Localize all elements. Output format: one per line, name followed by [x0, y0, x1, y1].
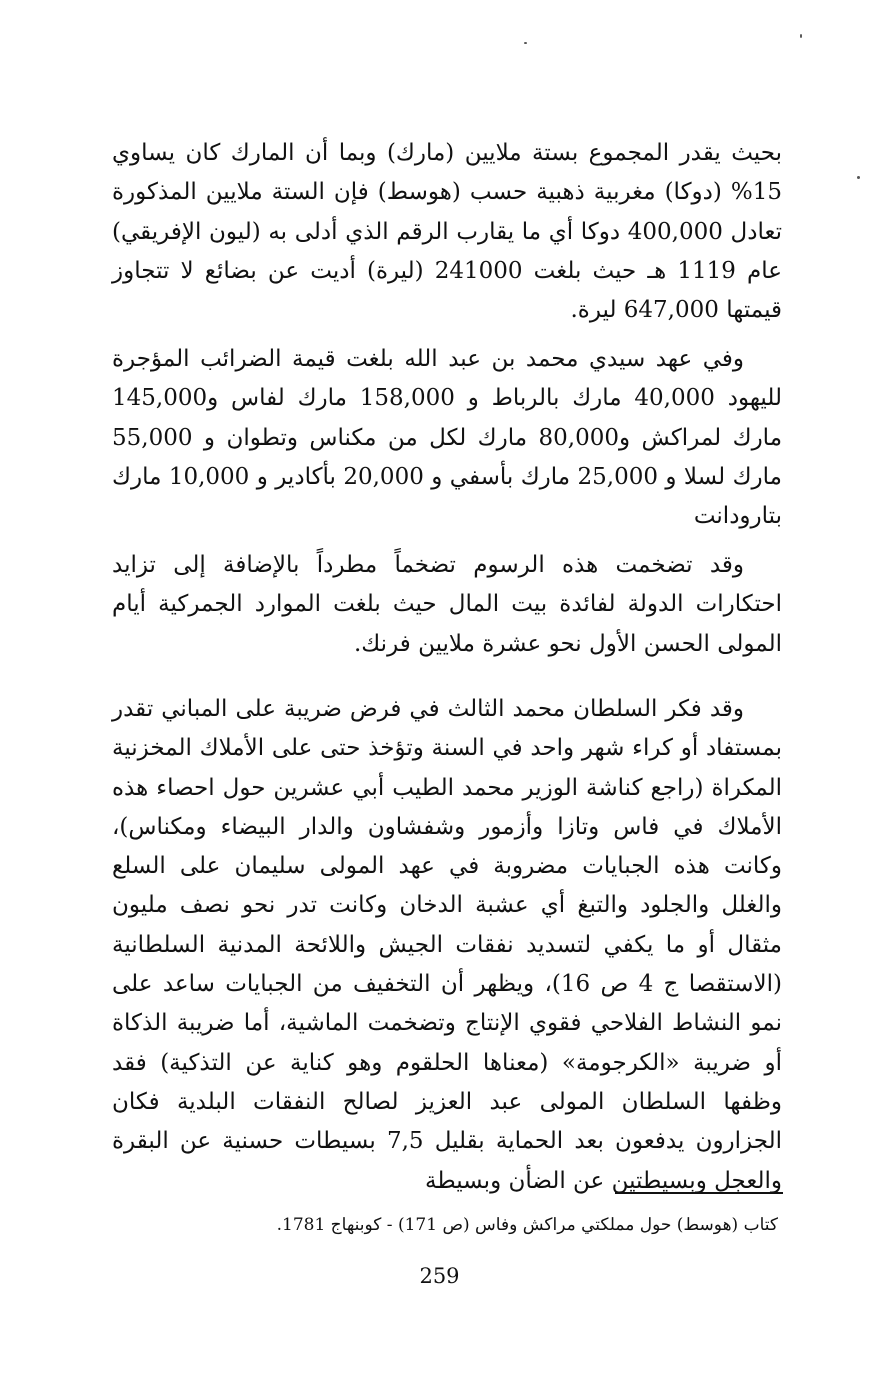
footnote-divider	[615, 1192, 783, 1194]
paragraph-1	[112, 134, 782, 330]
scan-speck	[524, 42, 527, 44]
paragraph-2	[112, 340, 782, 536]
paragraph-text: وفي عهد سيدي محمد بن عبد الله بلغت قيمة الضرائب المؤجرة لليهود 40,000 مارك بالرباط و 158,000 مارك لفاس و145,000 مارك لمراكش و80,000 مارك لكل من مكناس وتطوان و 55,000 مارك لسلا و 25,000 مارك بأسفي و 20,000 بأكادير و 10,000 مارك بتارودانت	[112, 346, 783, 530]
footnote: كتاب (هوسط) حول مملكتي مراكش وفاس (ص 171) - كوبنهاج 1781.	[276, 1215, 778, 1235]
page-number: 259	[419, 1264, 460, 1288]
paragraph-4	[112, 690, 782, 1201]
paragraph-text: وقد تضخمت هذه الرسوم تضخماً مطرداً بالإضافة إلى تزايد احتكارات الدولة لفائدة بيت المال حيث بلغت الموارد الجمركية أيام المولى الحسن الأول نحو عشرة ملايين فرنك.	[112, 552, 782, 657]
paragraph-text: بحيث يقدر المجموع بستة ملايين (مارك) وبما أن المارك كان يساوي 15% (دوكا) مغربية ذهبية حسب (هوسط) فإن الستة ملايين المذكورة تعادل 400,000 دوكا أي ما يقارب الرقم الذي أدلى به (ليون الإفريقي) عام 1119 هـ حيث بلغت 241000 (ليرة) أديت عن بضائع لا تتجاوز قيمتها 647,000 ليرة.	[112, 140, 782, 324]
paragraph-text: وقد فكر السلطان محمد الثالث في فرض ضريبة على المباني تقدر بمستفاد أو كراء شهر واحد في السنة وتؤخذ حتى على الأملاك المخزنية المكراة (راجع كناشة الوزير محمد الطيب أبي عشرين حول احصاء هذه الأملاك في فاس وتازا وأزمور وشفشاون والدار البيضاء ومكناس)، وكانت هذه الجبايات مضروبة في عهد المولى سليمان على السلع والغلل والجلود والتبغ أي عشبة الدخان وكانت تدر نحو نصف مليون مثقال أو ما يكفي لتسديد نفقات الجيش واللائحة المدنية السلطانية (الاستقصا ج 4 ص 16)، ويظهر أن التخفيف من الجبايات ساعد على نمو النشاط الفلاحي فقوي الإنتاج وتضخمت الماشية، أما ضريبة الذكاة أو ضريبة «الكرجومة» (معناها الحلقوم وهو كناية عن التذكية) فقد وظفها السلطان المولى عبد العزيز لصالح النفقات البلدية فكان الجزارون يدفعون بعد الحماية بقليل 7,5 بسيطات حسنية عن البقرة والعجل وبسيطتين عن الضأن وبسيطة	[112, 696, 782, 1194]
scan-speck	[857, 176, 860, 179]
paragraph-3	[112, 546, 782, 664]
scan-speck	[800, 34, 802, 38]
